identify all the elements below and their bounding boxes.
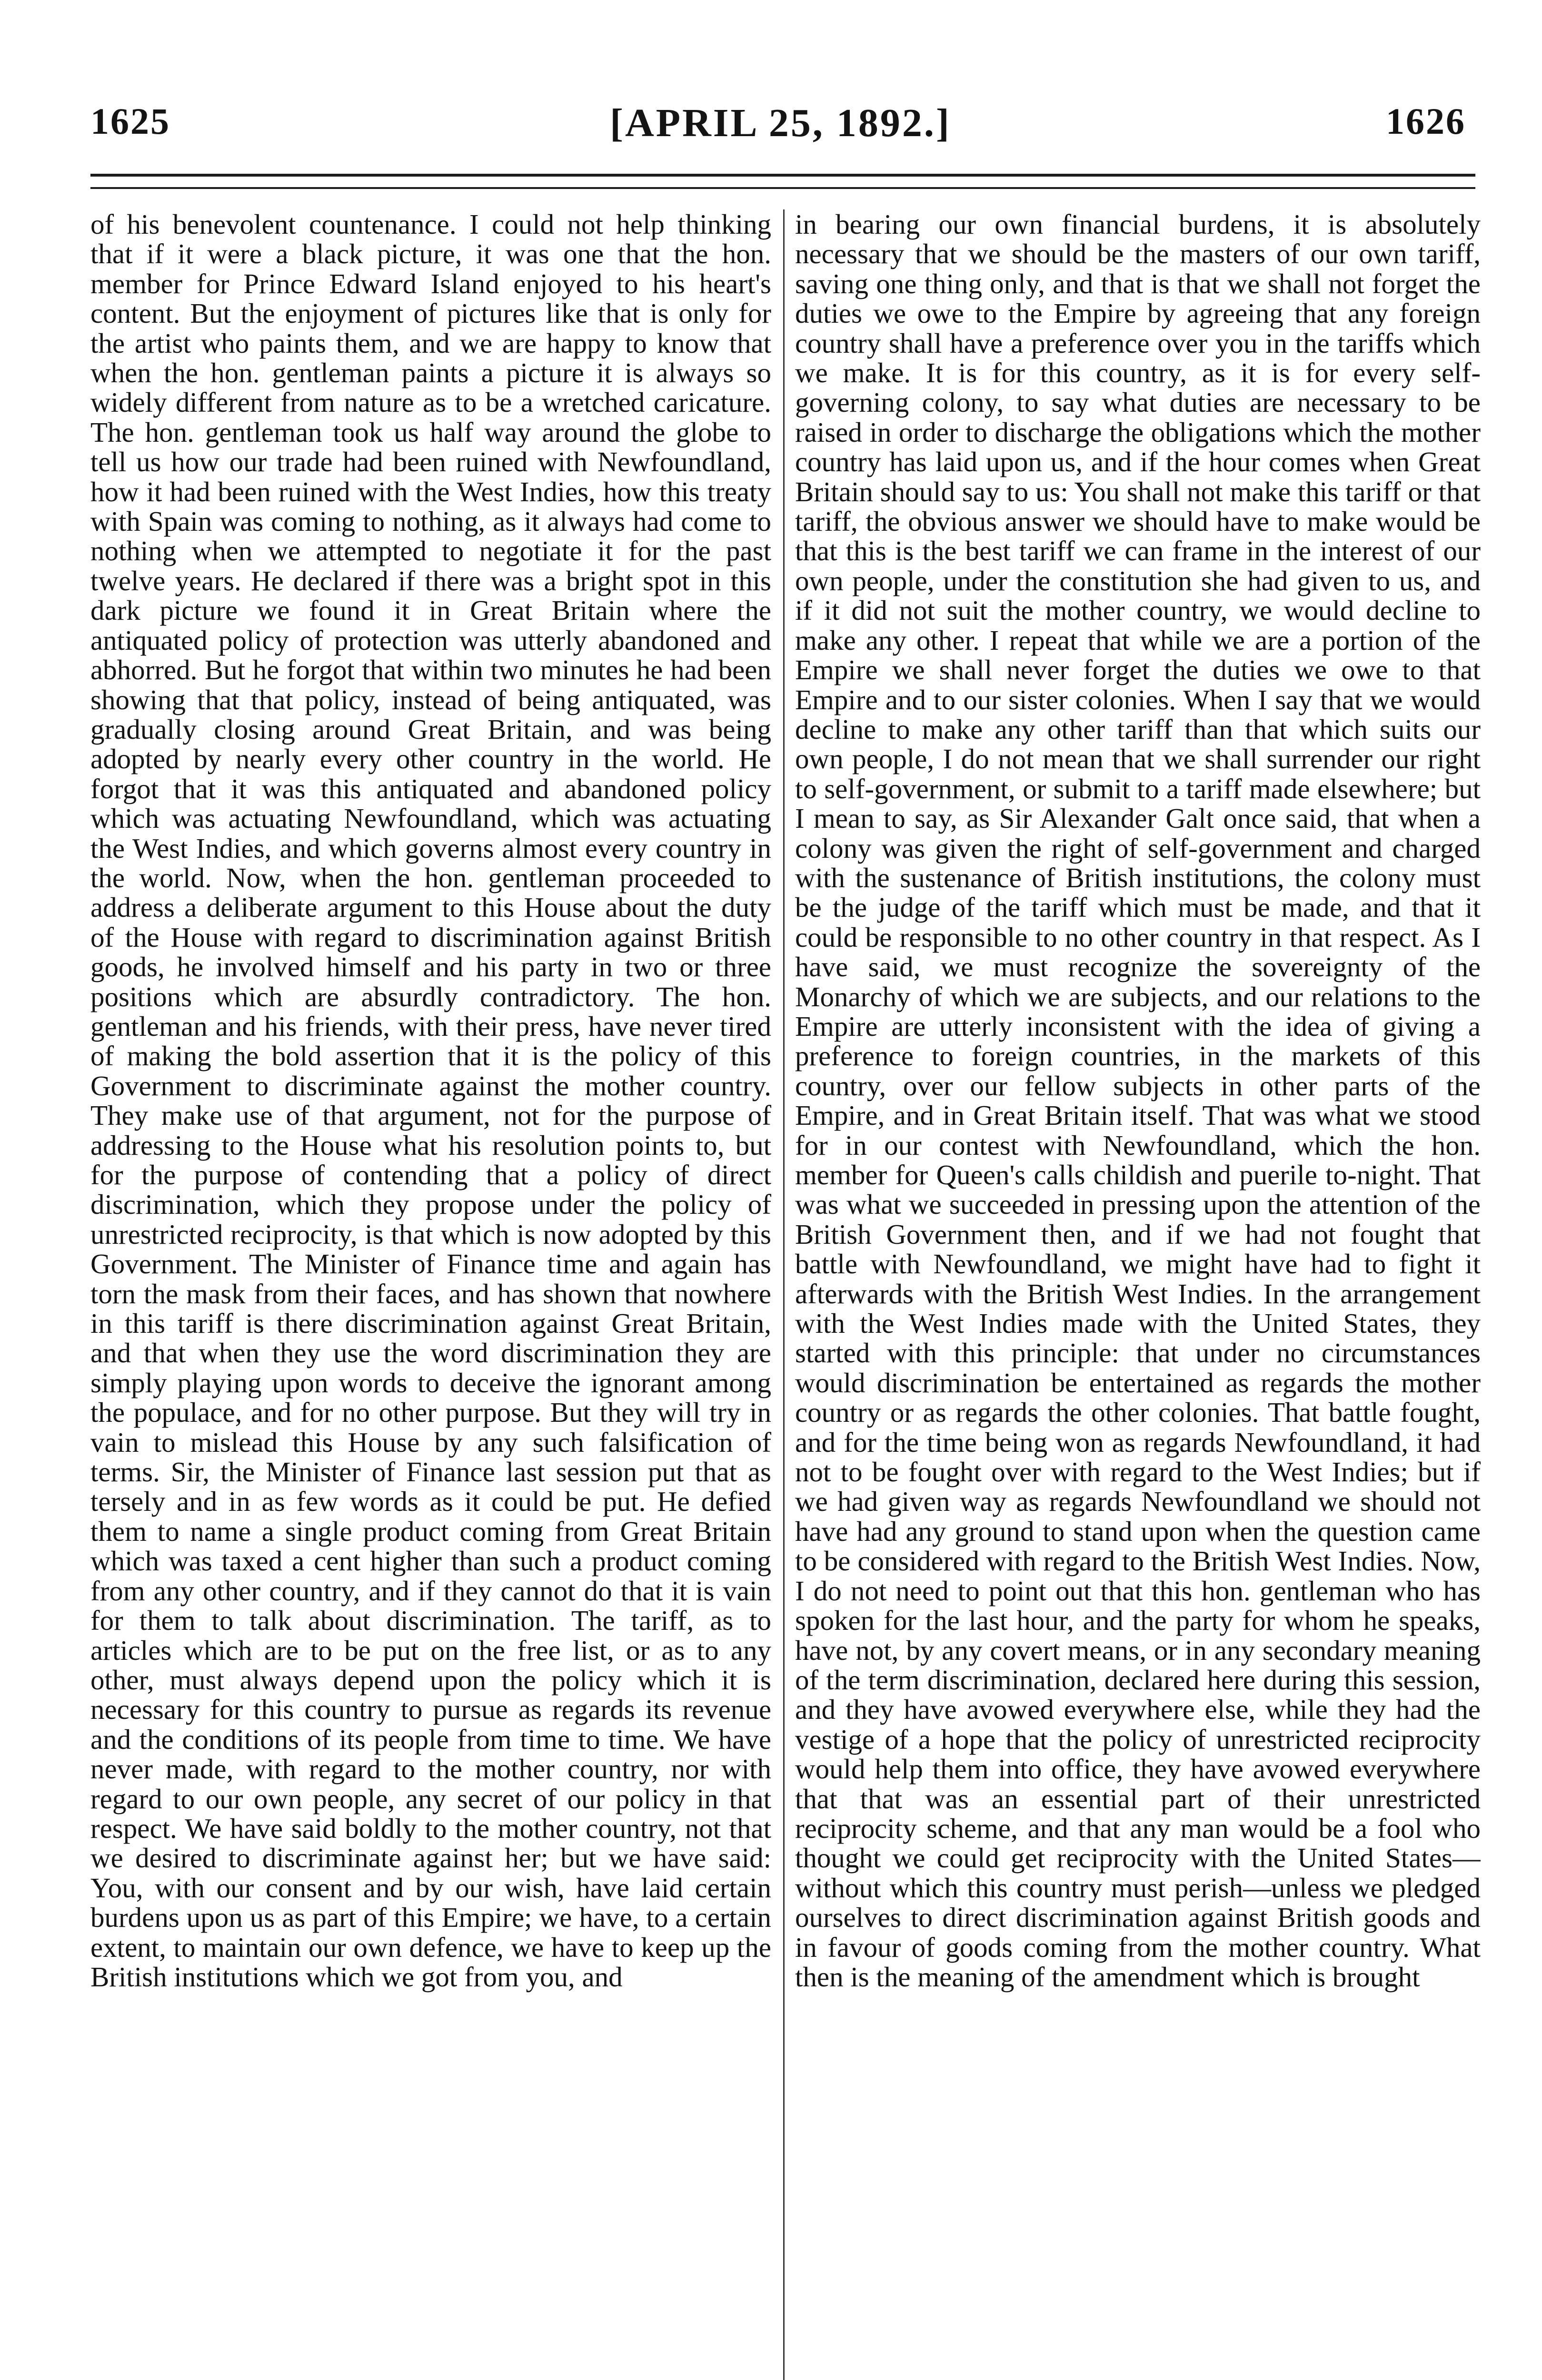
page-date: [APRIL 25, 1892.] xyxy=(610,101,951,145)
page-number-left: 1625 xyxy=(90,100,170,142)
page-number-right: 1626 xyxy=(1386,100,1466,142)
column-divider xyxy=(783,209,785,2380)
left-column-text: of his benevolent countenance. I could not help thinking that if it were a black picture, it was one that the hon. member for Prince Edward Island enjoyed to his heart's content. But the enjoyment of pictures like that is only for the artist who paints them, and we are happy to know that when the hon. gentleman paints a picture it is always so widely different from nature as to be a wretched caricature. The hon. gentleman took us half way around the globe to tell us how our trade had been ruined with Newfoundland, how it had been ruined with the West Indies, how this treaty with Spain was coming to nothing, as it always had come to nothing when we attempted to negotiate it for the past twelve years. He declared if there was a bright spot in this dark picture we found it in Great Britain where the antiquated policy of protection was utterly abandoned and abhorred. But he forgot that within two minutes he had been showing that that policy, instead of being antiquated, was gradually closing around Great Britain, and was being adopted by nearly every other country in the world. He forgot that it was this antiquated and abandoned policy which was actuating Newfoundland, which was actuating the West Indies, and which governs almost every country in the world. Now, when the hon. gentleman proceeded to address a deliberate argument to this House about the duty of the House with regard to discrimination against British goods, he involved himself and his party in two or three positions which are absurdly contradictory. The hon. gentleman and his friends, with their press, have never tired of making the bold assertion that it is the policy of this Government to discriminate against the mother country. They make use of that argument, not for the purpose of addressing to the House what his resolution points to, but for the purpose of contending that a policy of direct discrimination, which they propose under the policy of unrestricted reciprocity, is that which is now adopted by this Government. The Minister of Finance time and again has torn the mask from their faces, and has shown that nowhere in this tariff is there discrimination against Great Britain, and that when they use the word discrimination they are simply playing upon words to deceive the ignorant among the populace, and for no other purpose. But they will try in vain to mislead this House by any such falsification of terms. Sir, the Minister of Finance last session put that as tersely and in as few words as it could be put. He defied them to name a single product coming from Great Britain which was taxed a cent higher than such a product coming from any other country, and if they cannot do that it is vain for them to talk about discrimination. The tariff, as to articles which are to be put on the free list, or as to any other, must always depend upon the policy which it is necessary for this country to pursue as regards its revenue and the conditions of its people from time to time. We have never made, with regard to the mother country, nor with regard to our own people, any secret of our policy in that respect. We have said boldly to the mother country, not that we desired to discriminate against her; but we have said: You, with our consent and by our wish, have laid certain burdens upon us as part of this Empire; we have, to a certain extent, to maintain our own defence, we have to keep up the British institutions which we got from you, and xyxy=(90,209,771,1993)
right-column-text: in bearing our own financial burdens, it is absolutely necessary that we should be the masters of our own tariff, saving one thing only, and that is that we shall not forget the duties we owe to the Empire by agreeing that any foreign country shall have a preference over you in the tariffs which we make. It is for this country, as it is for every self-governing colony, to say what duties are necessary to be raised in order to discharge the obligations which the mother country has laid upon us, and if the hour comes when Great Britain should say to us: You shall not make this tariff or that tariff, the obvious answer we should have to make would be that this is the best tariff we can frame in the interest of our own people, under the constitution she had given to us, and if it did not suit the mother country, we would decline to make any other. I repeat that while we are a portion of the Empire we shall never forget the duties we owe to that Empire and to our sister colonies. When I say that we would decline to make any other tariff than that which suits our own people, I do not mean that we shall surrender our right to self-government, or submit to a tariff made elsewhere; but I mean to say, as Sir Alexander Galt once said, that when a colony was given the right of self-government and charged with the sustenance of British institutions, the colony must be the judge of the tariff which must be made, and that it could be responsible to no other country in that respect. As I have said, we must recognize the sovereignty of the Monarchy of which we are subjects, and our relations to the Empire are utterly inconsistent with the idea of giving a preference to foreign countries, in the markets of this country, over our fellow subjects in other parts of the Empire, and in Great Britain itself. That was what we stood for in our contest with Newfoundland, which the hon. member for Queen's calls childish and puerile to-night. That was what we succeeded in pressing upon the attention of the British Government then, and if we had not fought that battle with Newfoundland, we might have had to fight it afterwards with the British West Indies. In the arrangement with the West Indies made with the United States, they started with this principle: that under no circumstances would discrimination be entertained as regards the mother country or as regards the other colonies. That battle fought, and for the time being won as regards Newfoundland, it had not to be fought over with regard to the West Indies; but if we had given way as regards Newfoundland we should not have had any ground to stand upon when the question came to be considered with regard to the British West Indies. Now, I do not need to point out that this hon. gentleman who has spoken for the last hour, and the party for whom he speaks, have not, by any covert means, or in any secondary meaning of the term discrimination, declared here during this session, and they have avowed everywhere else, while they had the vestige of a hope that the policy of unrestricted reciprocity would help them into office, they have avowed everywhere that that was an essential part of their unrestricted reciprocity scheme, and that any man would be a fool who thought we could get reciprocity with the United States—without which this country must perish—unless we pledged ourselves to direct discrimination against British goods and in favour of goods coming from the mother country. What then is the meaning of the amendment which is brought xyxy=(795,209,1481,1993)
page-header xyxy=(86,90,1475,157)
text-column-left xyxy=(90,209,771,2380)
text-column-right xyxy=(795,209,1481,2380)
header-rule-bottom xyxy=(90,187,1475,189)
header-rule-top xyxy=(90,174,1475,177)
